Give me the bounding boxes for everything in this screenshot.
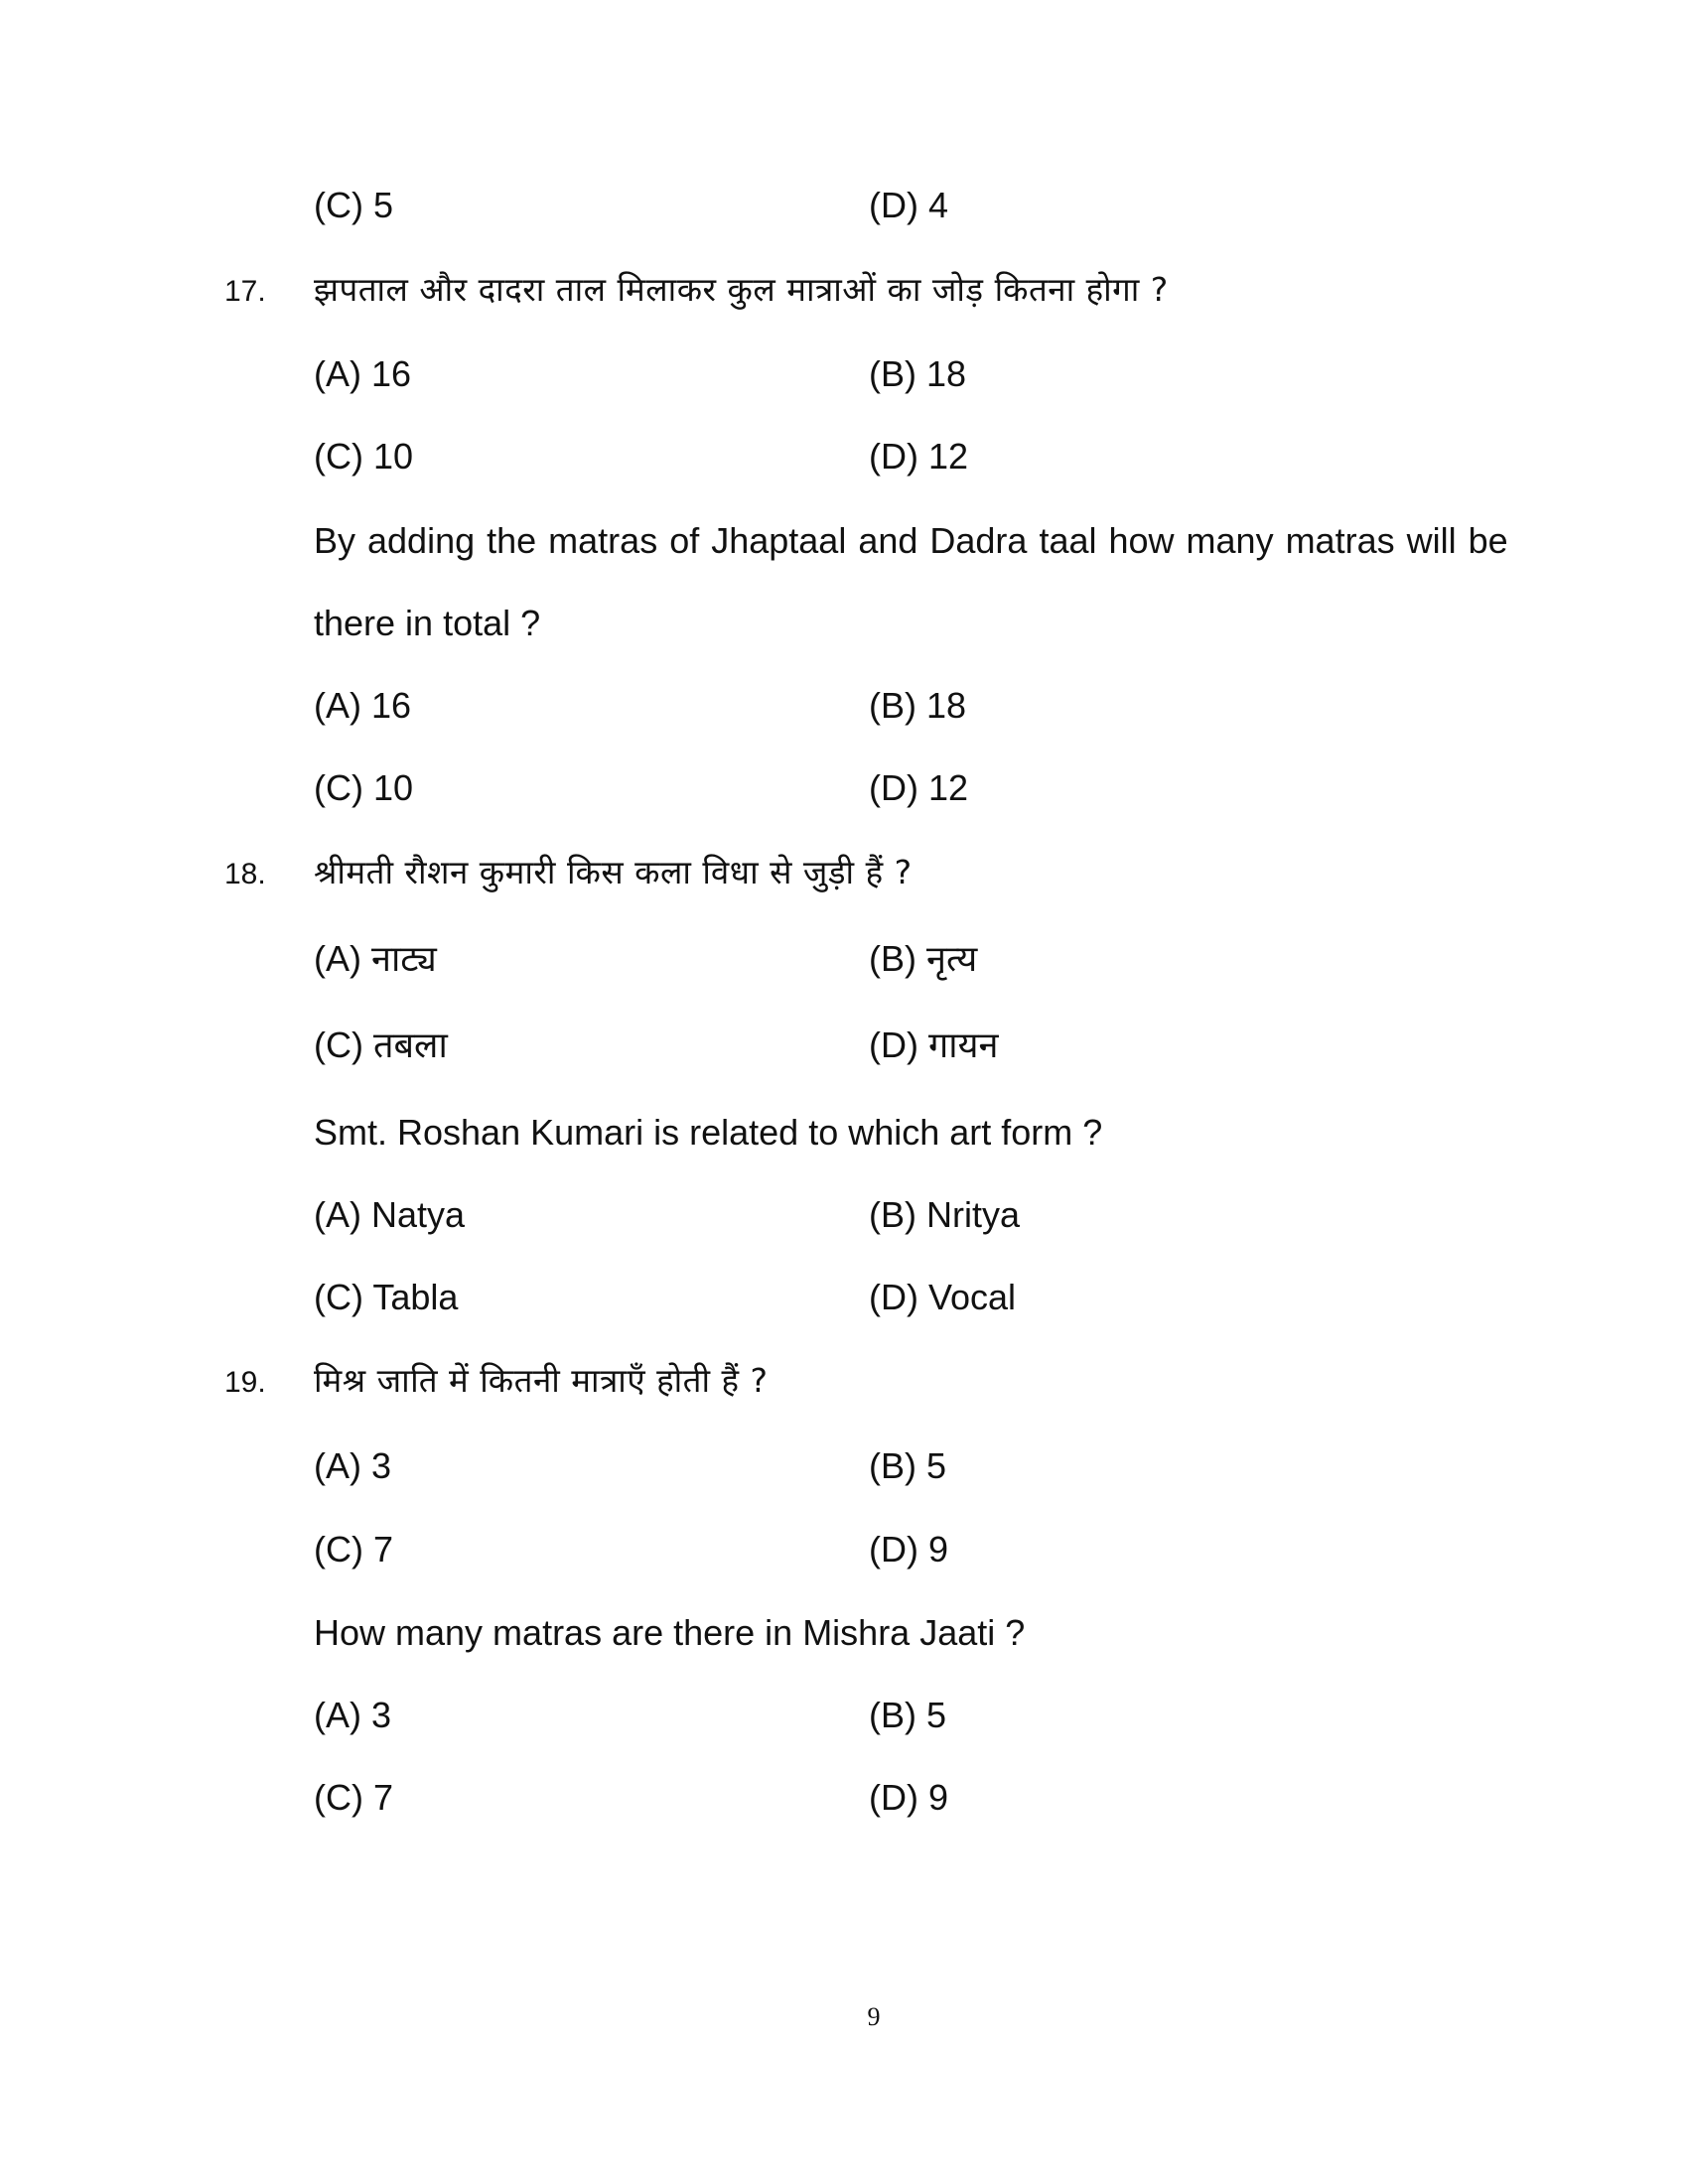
- option-d-hindi: (D) 9: [869, 1529, 948, 1570]
- option-c-hindi: (C) 7: [314, 1529, 393, 1570]
- question-text-english: How many matras are there in Mishra Jaati ?: [314, 1612, 1026, 1653]
- question-number: 17.: [224, 275, 266, 308]
- option-b-hindi: (B) 5: [869, 1445, 947, 1486]
- option-a-english: (A) 16: [314, 685, 412, 726]
- option-d-english: (D) 9: [869, 1777, 948, 1818]
- prev-question-option-c: (C) 5: [314, 185, 393, 225]
- option-a-hindi: (A) 16: [314, 353, 412, 394]
- question-text-hindi: झपताल और दादरा ताल मिलाकर कुल मात्राओं का जोड़ कितना होगा ?: [314, 270, 1169, 309]
- option-b-english: (B) 5: [869, 1695, 947, 1735]
- question-text-hindi: श्रीमती रौशन कुमारी किस कला विधा से जुड़ी हैं ?: [314, 853, 913, 891]
- option-c-hindi: (C) तबला: [314, 1024, 448, 1065]
- option-c-english: (C) Tabla: [314, 1277, 459, 1317]
- prev-question-option-d: (D) 4: [869, 185, 948, 225]
- option-a-hindi: (A) नाट्य: [314, 938, 437, 979]
- option-c-hindi: (C) 10: [314, 436, 414, 477]
- option-c-english: (C) 7: [314, 1777, 393, 1818]
- question-text-english-line-2: there in total ?: [314, 603, 541, 643]
- question-text-hindi: मिश्र जाति में कितनी मात्राएँ होती हैं ?: [314, 1361, 769, 1400]
- option-a-english: (A) 3: [314, 1695, 392, 1735]
- option-b-hindi: (B) 18: [869, 353, 967, 394]
- option-d-hindi: (D) गायन: [869, 1024, 999, 1065]
- question-number: 18.: [224, 858, 266, 890]
- question-number: 19.: [224, 1366, 266, 1399]
- option-a-hindi: (A) 3: [314, 1445, 392, 1486]
- option-b-hindi: (B) नृत्य: [869, 938, 978, 979]
- option-d-hindi: (D) 12: [869, 436, 969, 477]
- page-number: 9: [867, 2002, 881, 2031]
- option-d-english: (D) Vocal: [869, 1277, 1017, 1317]
- option-b-english: (B) 18: [869, 685, 967, 726]
- option-d-english: (D) 12: [869, 767, 969, 808]
- option-c-english: (C) 10: [314, 767, 414, 808]
- question-text-english-line-1: By adding the matras of Jhaptaal and Dadra taal how many matras will be: [314, 520, 1508, 561]
- option-a-english: (A) Natya: [314, 1194, 466, 1235]
- question-text-english: Smt. Roshan Kumari is related to which art form ?: [314, 1112, 1103, 1153]
- option-b-english: (B) Nritya: [869, 1194, 1020, 1235]
